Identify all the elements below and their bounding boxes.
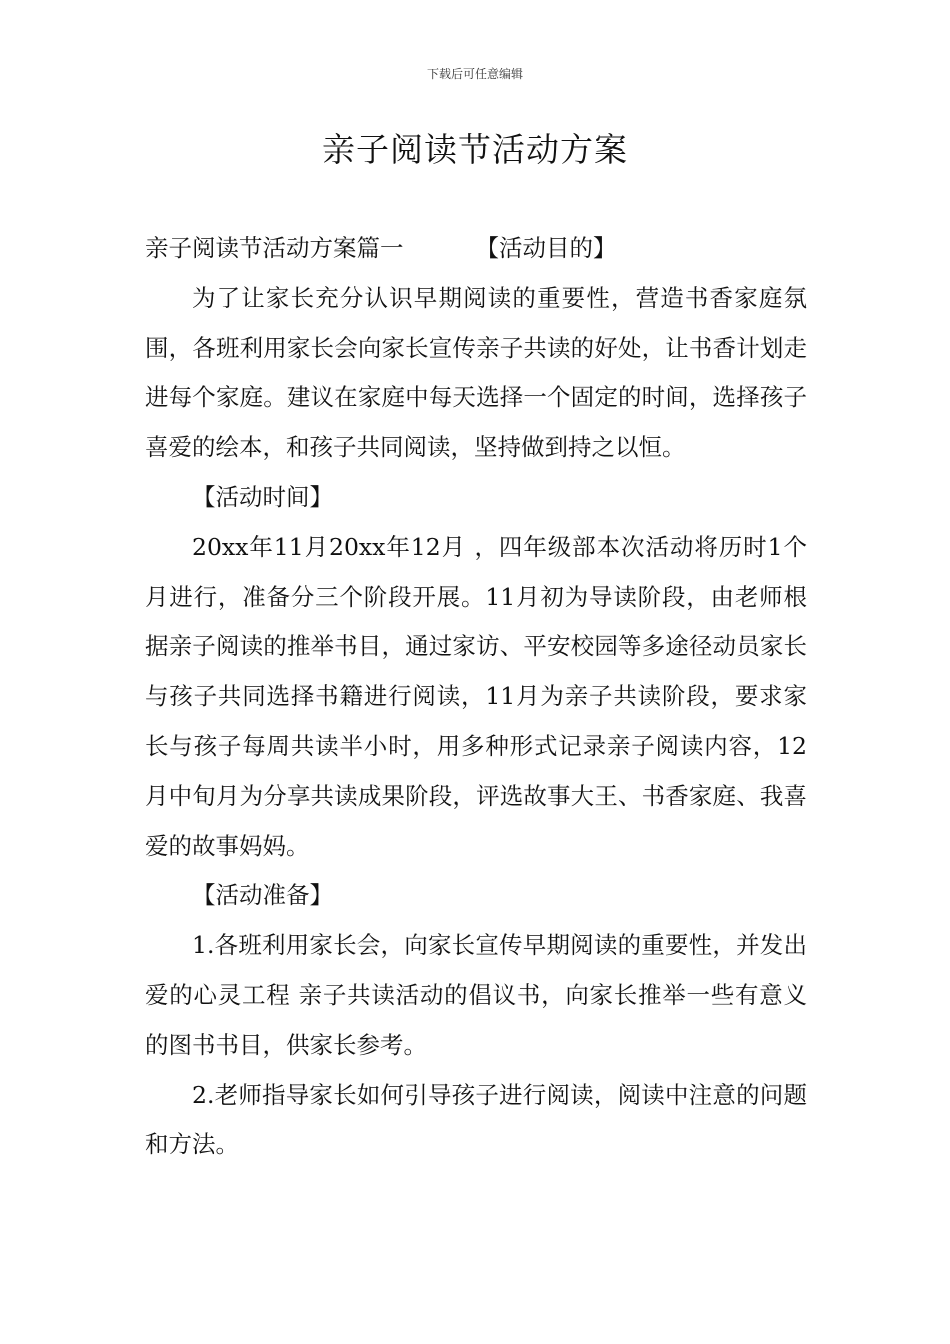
document-title: 亲子阅读节活动方案 (322, 130, 628, 169)
intro-line (145, 224, 807, 274)
paragraph-preparation-2: 2.老师指导家长如何引导孩子进行阅读，阅读中注意的问题和方法。 (145, 1080, 807, 1159)
paragraph-time: 20xx年11月20xx年12月 ，四年级部本次活动将历时1个月进行，准备分三个阶段开展。11月初为导读阶段，由老师根据亲子阅读的推举书目，通过家访、平安校园等多途径动员家长与孩子共同选择书籍进行阅读，11月为亲子共读阶段，要求家长与孩子每周共读半小时，用多种形式记录亲子阅读内容，12月中旬月为分享共读成果阶段，评选故事大王、书香家庭、我喜爱的故事妈妈。 (145, 532, 807, 860)
header-note: 下载后可任意编辑 (426, 67, 523, 81)
paragraph-purpose: 为了让家长充分认识早期阅读的重要性，营造书香家庭氛围，各班利用家长会向家长宣传亲子共读的好处，让书香计划走进每个家庭。建议在家庭中每天选择一个固定的时间，选择孩子喜爱的绘本，和孩子共同阅读，坚持做到持之以恒。 (145, 283, 807, 462)
paragraph-preparation-1: 1.各班利用家长会，向家长宣传早期阅读的重要性，并发出爱的心灵工程 亲子共读活动的倡议书，向家长推举一些有意义的图书书目，供家长参考。 (145, 931, 807, 1059)
document-subtitle: 亲子阅读节活动方案篇一 (145, 234, 404, 262)
section-heading-purpose: 【活动目的】 (475, 234, 617, 262)
document-body (145, 224, 807, 1170)
section-heading-preparation: 【活动准备】 (192, 881, 333, 910)
section-heading-time: 【活动时间】 (192, 482, 333, 511)
